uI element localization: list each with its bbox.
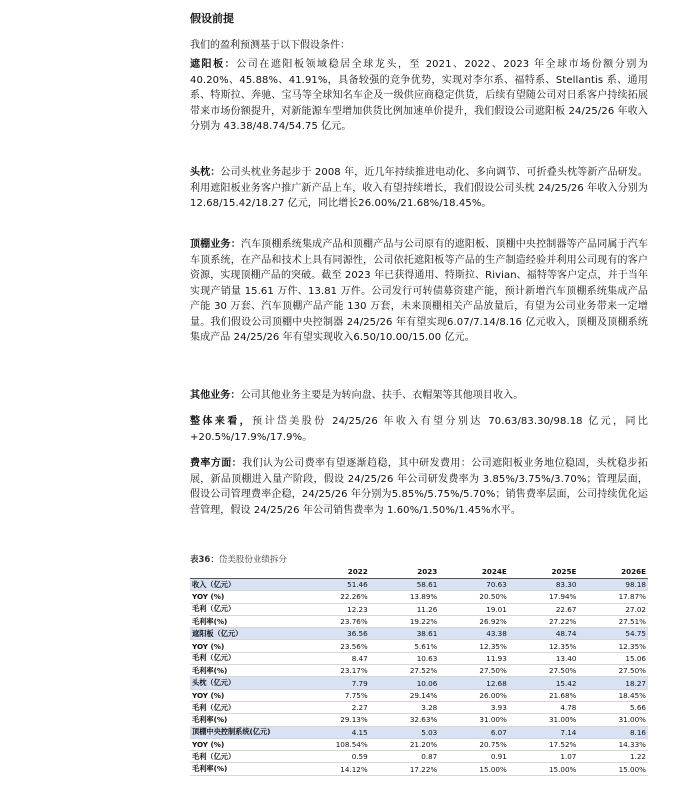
value-cell: 12.23 <box>290 603 370 615</box>
value-cell: 15.00% <box>439 763 509 775</box>
paragraph-headliner <box>190 237 648 346</box>
value-cell: 15.06 <box>578 652 648 664</box>
paragraph-label: 头枕： <box>190 167 221 178</box>
value-cell: 4.78 <box>509 701 579 713</box>
paragraph-label: 其他业务： <box>190 390 241 401</box>
value-cell: 27.51% <box>578 615 648 627</box>
table-row <box>190 615 648 627</box>
paragraph-text: 汽车顶棚系统集成产品和顶棚产品与公司原有的遮阳板、顶棚中央控制器等产品同属于汽车车顶系统，在产品和技术上具有同源性，公司依托遮阳板等产品的生产制造经验并利用公司现有的客户资源，实现顶棚产品的突破。截至 2023 年已获得通用、特斯拉、Rivian、福特等客户定点，并于当年实现产销量 15.61 万件、13.81 万件。公司发行可转债募资建产能，预计新增汽车顶棚系统集成产品产能 30 万套、汽车顶棚产品产能 130 万套，未来顶棚相关产品放量后，有望为公司业务带来一定增量。我们假设公司顶棚中央控制器 24/25/26 年有望实现6.07/7.14/8.16 亿元收入，顶棚及顶棚系统集成产品 24/25/26 年有望实现收入6.50/10.00/15.00 亿元。 <box>190 239 649 343</box>
value-cell: 20.75% <box>439 738 509 750</box>
table-row <box>190 665 648 677</box>
value-cell: 27.50% <box>578 665 648 677</box>
row-label-cell: YOY (%) <box>190 591 290 603</box>
value-cell: 5.03 <box>370 726 440 738</box>
paragraph-label: 整体来看， <box>190 416 253 427</box>
value-cell: 12.35% <box>578 640 648 652</box>
paragraph-text: 公司头枕业务起步于 2008 年，近几年持续推进电动化、多向调节、可折叠头枕等新产品研发。利用遮阳板业务客户推广新产品上车，收入有望持续增长，我们假设公司头枕 24/25/26 年收入分别为 12.68/15.42/18.27 亿元，同比增长26.00%/21.68%/18.45%。 <box>190 167 648 209</box>
paragraph-label: 遮阳板： <box>190 59 237 70</box>
row-label-cell: YOY (%) <box>190 640 290 652</box>
value-cell: 21.20% <box>370 738 440 750</box>
value-cell: 17.52% <box>509 738 579 750</box>
section-heading: 假设前提 <box>190 12 234 25</box>
value-cell: 15.42 <box>509 677 579 689</box>
header-cell: 2023 <box>370 565 440 579</box>
value-cell: 10.06 <box>370 677 440 689</box>
value-cell: 5.61% <box>370 640 440 652</box>
value-cell: 11.26 <box>370 603 440 615</box>
value-cell: 7.75% <box>290 689 370 701</box>
header-cell: 2026E <box>578 565 648 579</box>
table-row <box>190 652 648 664</box>
row-label-cell: 顶棚中央控制系统(亿元) <box>190 726 290 738</box>
value-cell: 14.12% <box>290 763 370 775</box>
value-cell: 6.07 <box>439 726 509 738</box>
paragraph-expense <box>190 456 648 518</box>
value-cell: 108.54% <box>290 738 370 750</box>
paragraph-other <box>190 388 648 404</box>
value-cell: 27.52% <box>370 665 440 677</box>
table-row <box>190 677 648 689</box>
value-cell: 14.33% <box>578 738 648 750</box>
value-cell: 0.59 <box>290 751 370 763</box>
value-cell: 23.17% <box>290 665 370 677</box>
row-label-cell: 毛利（亿元） <box>190 603 290 615</box>
paragraph-text: 预计岱美股份 24/25/26 年收入有望分别达 70.63/83.30/98.18 亿元，同比+20.5%/17.9%/17.9%。 <box>190 416 648 443</box>
table-title: 岱美股份业绩拆分 <box>218 555 287 565</box>
value-cell: 19.01 <box>439 603 509 615</box>
value-cell: 1.22 <box>578 751 648 763</box>
value-cell: 7.14 <box>509 726 579 738</box>
value-cell: 0.87 <box>370 751 440 763</box>
value-cell: 70.63 <box>439 579 509 591</box>
table-row <box>190 751 648 763</box>
value-cell: 13.40 <box>509 652 579 664</box>
table-row <box>190 763 648 775</box>
header-cell: 2022 <box>290 565 370 579</box>
value-cell: 22.26% <box>290 591 370 603</box>
paragraph-text: 公司其他业务主要是为转向盘、扶手、衣帽架等其他项目收入。 <box>240 390 524 401</box>
value-cell: 26.92% <box>439 615 509 627</box>
value-cell: 22.67 <box>509 603 579 615</box>
table-number: 表36： <box>190 555 219 565</box>
value-cell: 38.61 <box>370 628 440 640</box>
table-row <box>190 591 648 603</box>
paragraph-label: 费率方面： <box>190 458 243 469</box>
row-label-cell: 毛利率(%) <box>190 615 290 627</box>
header-cell <box>190 565 290 579</box>
table-row <box>190 603 648 615</box>
value-cell: 29.13% <box>290 714 370 726</box>
value-cell: 3.93 <box>439 701 509 713</box>
value-cell: 27.50% <box>439 665 509 677</box>
value-cell: 43.38 <box>439 628 509 640</box>
row-label-cell: 毛利率(%) <box>190 763 290 775</box>
row-label-cell: 毛利（亿元） <box>190 652 290 664</box>
value-cell: 15.00% <box>509 763 579 775</box>
value-cell: 26.00% <box>439 689 509 701</box>
paragraph-headrest <box>190 165 648 212</box>
value-cell: 23.76% <box>290 615 370 627</box>
value-cell: 13.89% <box>370 591 440 603</box>
value-cell: 8.16 <box>578 726 648 738</box>
value-cell: 54.75 <box>578 628 648 640</box>
row-label-cell: YOY (%) <box>190 689 290 701</box>
table-caption <box>190 553 287 565</box>
value-cell: 58.61 <box>370 579 440 591</box>
value-cell: 32.63% <box>370 714 440 726</box>
row-label-cell: 毛利率(%) <box>190 714 290 726</box>
table-row <box>190 628 648 640</box>
value-cell: 23.56% <box>290 640 370 652</box>
table-row <box>190 689 648 701</box>
value-cell: 31.00% <box>509 714 579 726</box>
row-label-cell: 遮阳板（亿元） <box>190 628 290 640</box>
paragraph-text: 公司在遮阳板领域稳居全球龙头，至 2021、2022、2023 年全球市场份额分别为 40.20%、45.88%、41.91%，具备较强的竞争优势，实现对李尔系、福特系、Stellantis 系、通用系、特斯拉、奔驰、宝马等全球知名车企及一级供应商稳定供货，后续有望随公司对日系客户持续拓展带来市场份额提升，对新能源车型增加供货比例加速单价提升，我们假设公司遮阳板 24/25/26 年收入分别为 43.38/48.74/54.75 亿元。 <box>190 59 649 132</box>
value-cell: 17.94% <box>509 591 579 603</box>
row-label-cell: YOY (%) <box>190 738 290 750</box>
value-cell: 4.15 <box>290 726 370 738</box>
value-cell: 19.22% <box>370 615 440 627</box>
row-label-cell: 收入（亿元） <box>190 579 290 591</box>
value-cell: 8.47 <box>290 652 370 664</box>
row-label-cell: 毛利（亿元） <box>190 701 290 713</box>
paragraph-overall <box>190 414 648 445</box>
table-row <box>190 701 648 713</box>
table-row <box>190 640 648 652</box>
intro-text: 我们的盈利预测基于以下假设条件： <box>190 40 350 51</box>
value-cell: 15.00% <box>578 763 648 775</box>
table-body <box>190 579 648 776</box>
table-row <box>190 726 648 738</box>
value-cell: 27.02 <box>578 603 648 615</box>
earnings-breakdown-table <box>190 565 648 776</box>
value-cell: 51.46 <box>290 579 370 591</box>
value-cell: 0.91 <box>439 751 509 763</box>
value-cell: 27.50% <box>509 665 579 677</box>
value-cell: 17.87% <box>578 591 648 603</box>
value-cell: 21.68% <box>509 689 579 701</box>
paragraph-sunvisor <box>190 57 648 135</box>
value-cell: 20.50% <box>439 591 509 603</box>
table-header-row <box>190 565 648 579</box>
value-cell: 10.63 <box>370 652 440 664</box>
value-cell: 17.22% <box>370 763 440 775</box>
value-cell: 48.74 <box>509 628 579 640</box>
table-row <box>190 579 648 591</box>
value-cell: 18.27 <box>578 677 648 689</box>
value-cell: 2.27 <box>290 701 370 713</box>
paragraph-text: 我们认为公司费率有望逐渐趋稳，其中研发费用：公司遮阳板业务地位稳固，头枕稳步拓展，新品顶棚进入量产阶段，假设 24/25/26 年公司研发费率为 3.85%/3.75%/3.70%；管理层面，假设公司管理费率企稳，24/25/26 年分别为5.85%/5.75%/5.70%；销售费率层面，公司持续优化运营管理，假设 24/25/26 年公司销售费率为 1.60%/1.50%/1.45%水平。 <box>190 458 649 516</box>
value-cell: 5.66 <box>578 701 648 713</box>
header-cell: 2024E <box>439 565 509 579</box>
value-cell: 31.00% <box>439 714 509 726</box>
value-cell: 1.07 <box>509 751 579 763</box>
value-cell: 36.56 <box>290 628 370 640</box>
table-row <box>190 714 648 726</box>
value-cell: 12.35% <box>509 640 579 652</box>
value-cell: 3.28 <box>370 701 440 713</box>
value-cell: 11.93 <box>439 652 509 664</box>
value-cell: 12.68 <box>439 677 509 689</box>
value-cell: 29.14% <box>370 689 440 701</box>
value-cell: 98.18 <box>578 579 648 591</box>
row-label-cell: 毛利率(%) <box>190 665 290 677</box>
paragraph-label: 顶棚业务： <box>190 239 241 250</box>
table-row <box>190 738 648 750</box>
row-label-cell: 头枕（亿元） <box>190 677 290 689</box>
value-cell: 18.45% <box>578 689 648 701</box>
value-cell: 12.35% <box>439 640 509 652</box>
value-cell: 7.79 <box>290 677 370 689</box>
value-cell: 31.00% <box>578 714 648 726</box>
row-label-cell: 毛利（亿元） <box>190 751 290 763</box>
value-cell: 27.22% <box>509 615 579 627</box>
header-cell: 2025E <box>509 565 579 579</box>
value-cell: 83.30 <box>509 579 579 591</box>
